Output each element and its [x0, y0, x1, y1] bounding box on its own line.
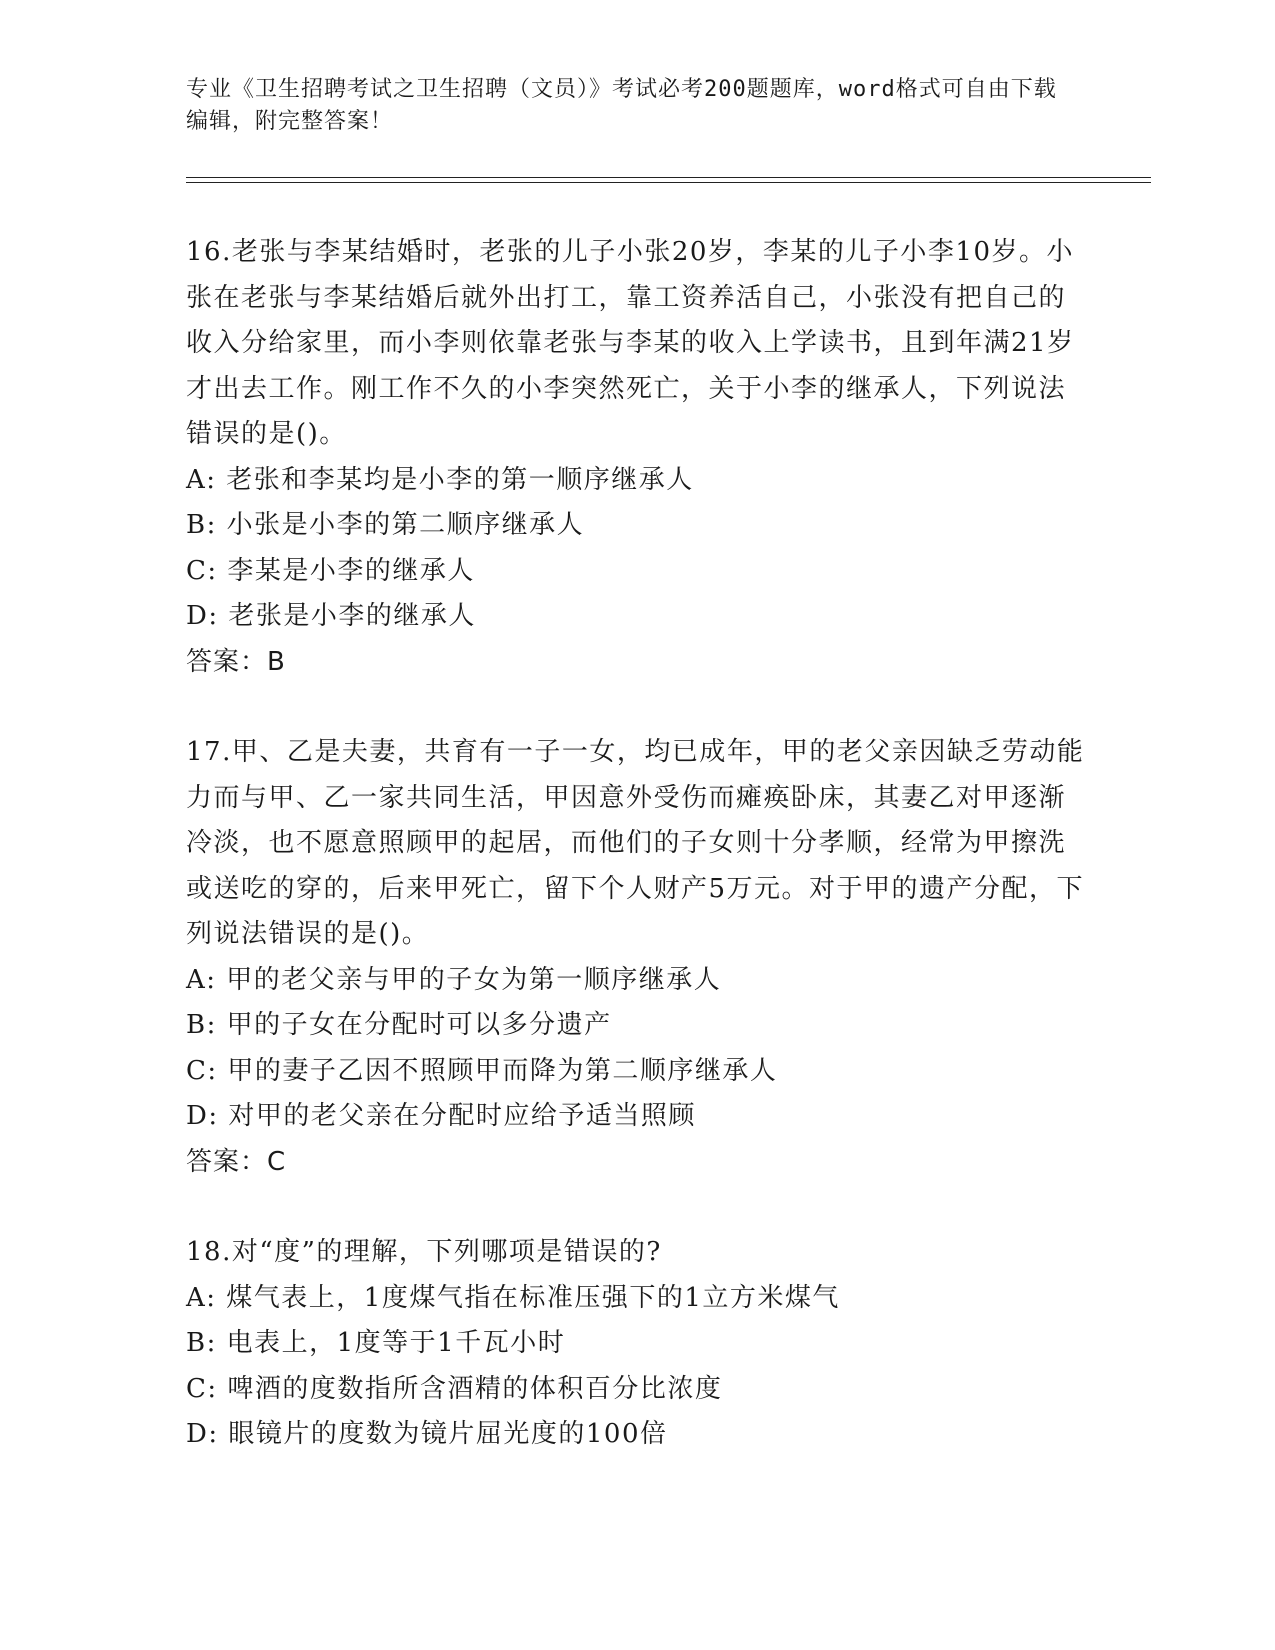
- question-18: [186, 1230, 1086, 1458]
- question-16: [186, 230, 1086, 685]
- option-b: B: 小张是小李的第二顺序继承人: [186, 510, 585, 540]
- option-d: D: 对甲的老父亲在分配时应给予适当照顾: [186, 1101, 696, 1131]
- option-a: A: 煤气表上，1度煤气指在标准压强下的1立方米煤气: [186, 1282, 840, 1313]
- option-a: A: 老张和李某均是小李的第一顺序继承人: [186, 464, 694, 495]
- question-stem: 18.对“度”的理解，下列哪项是错误的?: [186, 1237, 662, 1267]
- question-list: [186, 230, 1086, 1458]
- question-stem: 17.甲、乙是夫妻，共育有一子一女，均已成年，甲的老父亲因缺乏劳动能力而与甲、乙一家共同生活，甲因意外受伤而瘫痪卧床，其妻乙对甲逐渐冷淡，也不愿意照顾甲的起居，而他们的子女则十分孝顺，经常为甲擦洗或送吃的穿的，后来甲死亡，留下个人财产5万元。对于甲的遗产分配，下列说法错误的是()。: [186, 737, 1085, 949]
- option-c: C: 李某是小李的继承人: [186, 555, 475, 586]
- option-c: C: 啤酒的度数指所含酒精的体积百分比浓度: [186, 1373, 723, 1404]
- header-divider-top: [186, 177, 1151, 178]
- header-divider-bottom: [186, 182, 1151, 183]
- option-a: A: 甲的老父亲与甲的子女为第一顺序继承人: [186, 964, 722, 995]
- option-c: C: 甲的妻子乙因不照顾甲而降为第二顺序继承人: [186, 1055, 778, 1086]
- document-header: 专业《卫生招聘考试之卫生招聘（文员）》考试必考200题题库，word格式可自由下载编辑，附完整答案！: [186, 77, 1057, 134]
- option-b: B: 电表上，1度等于1千瓦小时: [186, 1328, 566, 1358]
- question-spacer: [186, 1185, 1086, 1230]
- question-spacer: [186, 685, 1086, 730]
- option-b: B: 甲的子女在分配时可以多分遗产: [186, 1010, 612, 1040]
- option-d: D: 眼镜片的度数为镜片屈光度的100倍: [186, 1419, 668, 1449]
- option-d: D: 老张是小李的继承人: [186, 601, 476, 631]
- answer-line: 答案：C: [186, 1146, 287, 1177]
- question-17: [186, 730, 1086, 1185]
- question-stem: 16.老张与李某结婚时，老张的儿子小张20岁，李某的儿子小李10岁。小张在老张与李某结婚后就外出打工，靠工资养活自己，小张没有把自己的收入分给家里，而小李则依靠老张与李某的收入上学读书，且到年满21岁才出去工作。刚工作不久的小李突然死亡，关于小李的继承人，下列说法错误的是()。: [186, 237, 1075, 449]
- answer-line: 答案：B: [186, 646, 286, 677]
